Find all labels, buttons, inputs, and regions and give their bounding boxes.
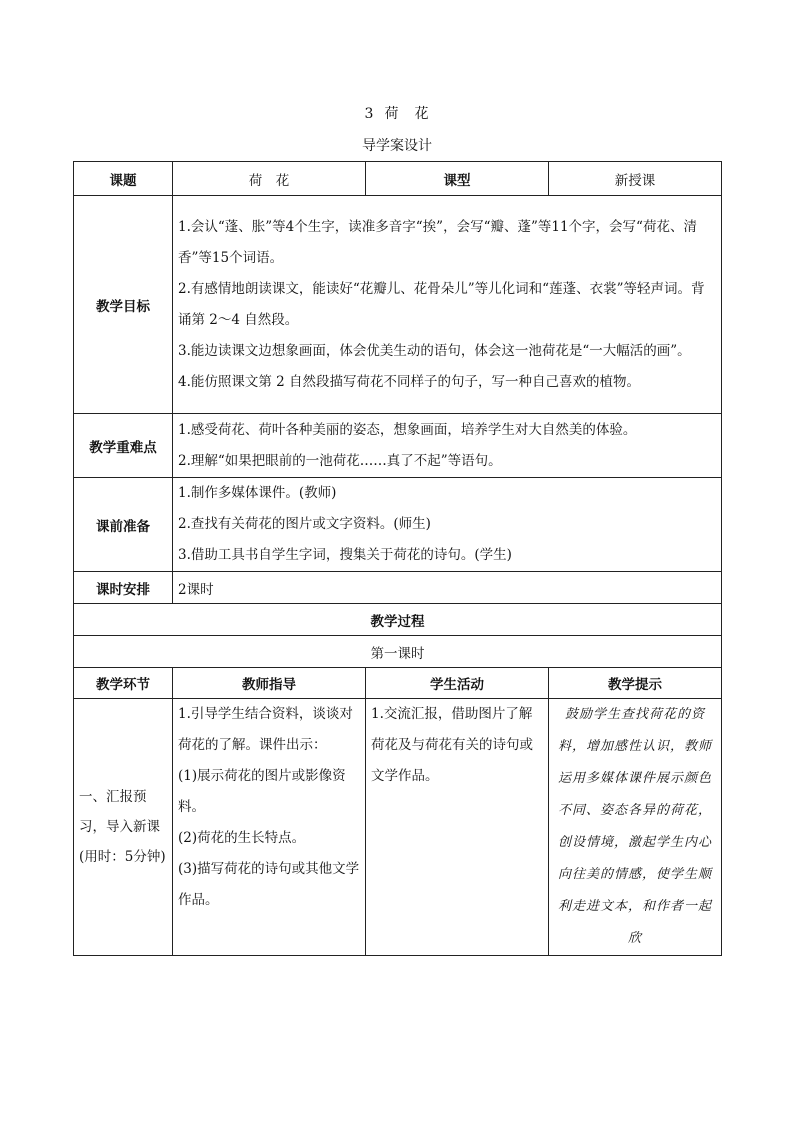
lesson-name: 荷 花	[384, 106, 430, 122]
preparation-item: 1.制作多媒体课件。(教师)	[178, 485, 337, 501]
process-header-hint: 教学提示	[549, 668, 722, 699]
lesson-number: 3	[364, 106, 375, 122]
process-student: 1.交流汇报，借助图片了解荷花及与荷花有关的诗句或文学作品。	[366, 699, 549, 956]
key-points-content	[173, 414, 722, 478]
objective-item: 2.有感情地朗读课文，能读好“花瓣儿、花骨朵儿”等儿化词和“莲蓬、衣裳”等轻声词。背诵第 2～4 自然段。	[178, 280, 705, 328]
lesson-title	[0, 103, 794, 123]
process-hint: 鼓励学生查找荷花的资料，增加感性认识，教师运用多媒体课件展示颜色不同、姿态各异的荷花，创设情境，激起学生内心向往美的情感，使学生顺利走进文本，和作者一起欣	[549, 699, 722, 956]
period-title: 第一课时	[74, 636, 722, 668]
objectives-row	[74, 196, 722, 414]
schedule-label: 课时安排	[74, 572, 173, 604]
process-header-student: 学生活动	[366, 668, 549, 699]
lesson-plan-table	[73, 161, 722, 956]
objective-item: 4.能仿照课文第 2 自然段描写荷花不同样子的句子，写一种自己喜欢的植物。	[178, 373, 641, 390]
type-label: 课型	[366, 162, 549, 196]
preparation-item: 2.查找有关荷花的图片或文字资料。(师生)	[178, 516, 431, 532]
lesson-title-row	[74, 636, 722, 668]
document-subtitle: 导学案设计	[362, 138, 432, 154]
schedule-row	[74, 572, 722, 604]
key-point-item: 2.理解“如果把眼前的一池荷花……真了不起”等语句。	[178, 452, 502, 469]
key-points-label: 教学重难点	[74, 414, 173, 478]
process-header-row	[74, 668, 722, 699]
objectives-content	[173, 196, 722, 414]
key-point-item: 1.感受荷花、荷叶各种美丽的姿态，想象画面，培养学生对大自然美的体验。	[178, 421, 637, 438]
teacher-step: 1.引导学生结合资料，谈谈对荷花的了解。课件出示：	[178, 706, 353, 753]
process-row	[74, 699, 722, 956]
schedule-value: 2课时	[173, 572, 722, 604]
process-stage: 一、汇报预习，导入新课(用时：5分钟)	[74, 699, 173, 956]
teacher-step: (3)描写荷花的诗句或其他文学作品。	[178, 861, 360, 908]
type-value: 新授课	[549, 162, 722, 196]
topic-label: 课题	[74, 162, 173, 196]
process-header-teacher: 教师指导	[173, 668, 366, 699]
preparation-content	[173, 478, 722, 572]
objective-item: 1.会认“蓬、胀”等4个生字，读准多音字“挨”，会写“瓣、蓬”等11个字，会写“荷花、清香”等15个词语。	[178, 218, 697, 266]
key-points-row	[74, 414, 722, 478]
objectives-label: 教学目标	[74, 196, 173, 414]
preparation-label: 课前准备	[74, 478, 173, 572]
header-row	[74, 162, 722, 196]
process-header-stage: 教学环节	[74, 668, 173, 699]
process-title: 教学过程	[74, 604, 722, 636]
teacher-step: (1)展示荷花的图片或影像资料。	[178, 768, 346, 815]
preparation-item: 3.借助工具书自学生字词，搜集关于荷花的诗句。(学生)	[178, 547, 512, 563]
teacher-step: (2)荷花的生长特点。	[178, 830, 306, 846]
preparation-row	[74, 478, 722, 572]
topic-value: 荷 花	[173, 162, 366, 196]
process-teacher	[173, 699, 366, 956]
process-title-row	[74, 604, 722, 636]
objective-item: 3.能边读课文边想象画面，体会优美生动的语句，体会这一池荷花是“一大幅活的画”。	[178, 342, 691, 359]
